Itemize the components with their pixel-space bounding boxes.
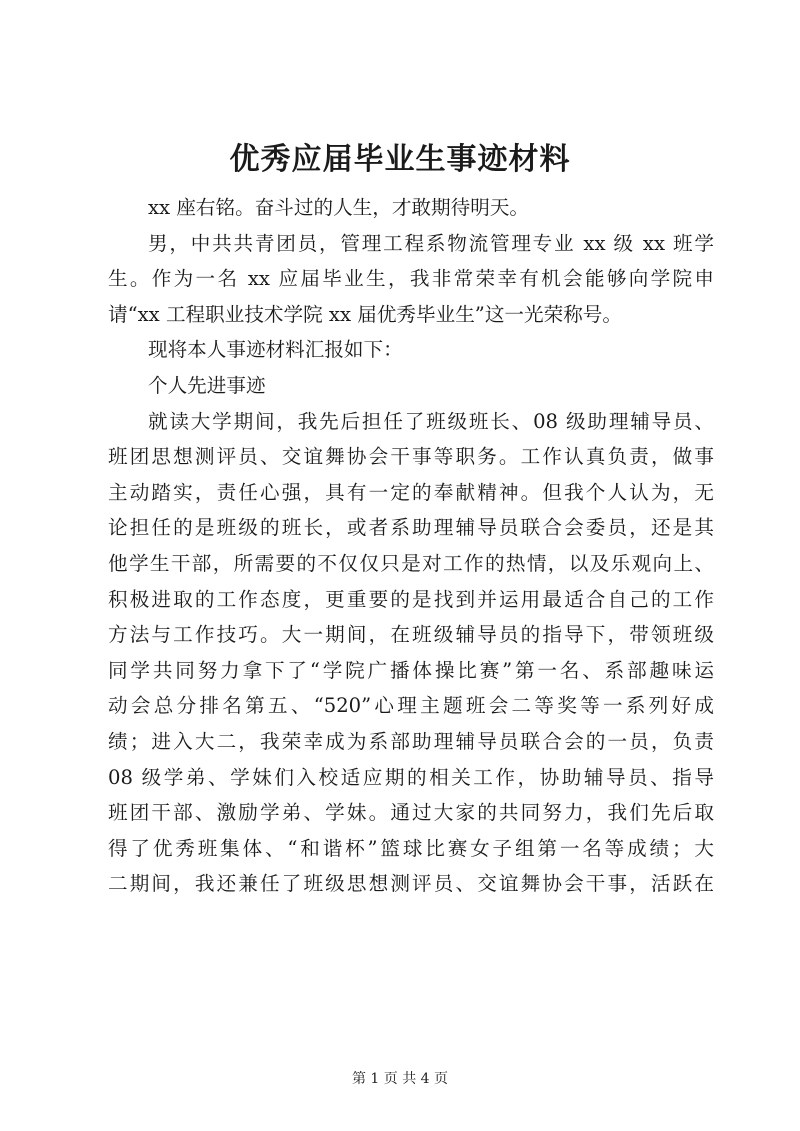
paragraph-line: 男，中共共青团员，管理工程系物流管理专业 xx 级 xx 班学 [148,231,714,255]
paragraph-line: 论担任的是班级的班长，或者系助理辅导员联合会委员，还是其 [108,516,714,540]
paragraph-line: 就读大学期间，我先后担任了班级班长、08 级助理辅导员、 [148,409,714,433]
paragraph-line: 二期间，我还兼任了班级思想测评员、交谊舞协会干事，活跃在 [108,872,714,896]
paragraph-line: 班团干部、激励学弟、学妹。通过大家的共同努力，我们先后取 [108,801,714,825]
paragraph-line: 生。作为一名 xx 应届毕业生，我非常荣幸有机会能够向学院申 [108,267,714,291]
paragraph-line: 主动踏实，责任心强，具有一定的奉献精神。但我个人认为，无 [108,480,714,504]
paragraph-line: 班团思想测评员、交谊舞协会干事等职务。工作认真负责，做事 [108,445,714,469]
paragraph-line: 积极进取的工作态度，更重要的是找到并运用最适合自己的工作 [108,587,714,611]
paragraph-line: xx 座右铭。奋斗过的人生，才敢期待明天。 [148,196,530,219]
section-heading: 个人先进事迹 [148,373,266,397]
paragraph-line: 得了优秀班集体、“和谐杯”篮球比赛女子组第一名等成绩；大 [108,836,714,860]
page-footer: 第 1 页 共 4 页 [351,1071,449,1087]
page-title: 优秀应届毕业生事迹材料 [229,142,571,177]
document-body [108,190,714,902]
paragraph-line: 08 级学弟、学妹们入校适应期的相关工作，协助辅导员、指导 [108,765,714,789]
paragraph-line: 同学共同努力拿下了“学院广播体操比赛”第一名、系部趣味运 [108,658,714,682]
paragraph-line: 他学生干部，所需要的不仅仅只是对工作的热情，以及乐观向上、 [108,551,714,575]
paragraph-line: 方法与工作技巧。大一期间，在班级辅导员的指导下，带领班级 [108,623,714,647]
paragraph-line: 绩；进入大二，我荣幸成为系部助理辅导员联合会的一员，负责 [108,729,714,753]
paragraph-line: 动会总分排名第五、“520”心理主题班会二等奖等一系列好成 [108,694,714,718]
paragraph-line: 现将本人事迹材料汇报如下： [148,338,403,362]
paragraph-line: 请“xx 工程职业技术学院 xx 届优秀毕业生”这一光荣称号。 [108,302,622,326]
